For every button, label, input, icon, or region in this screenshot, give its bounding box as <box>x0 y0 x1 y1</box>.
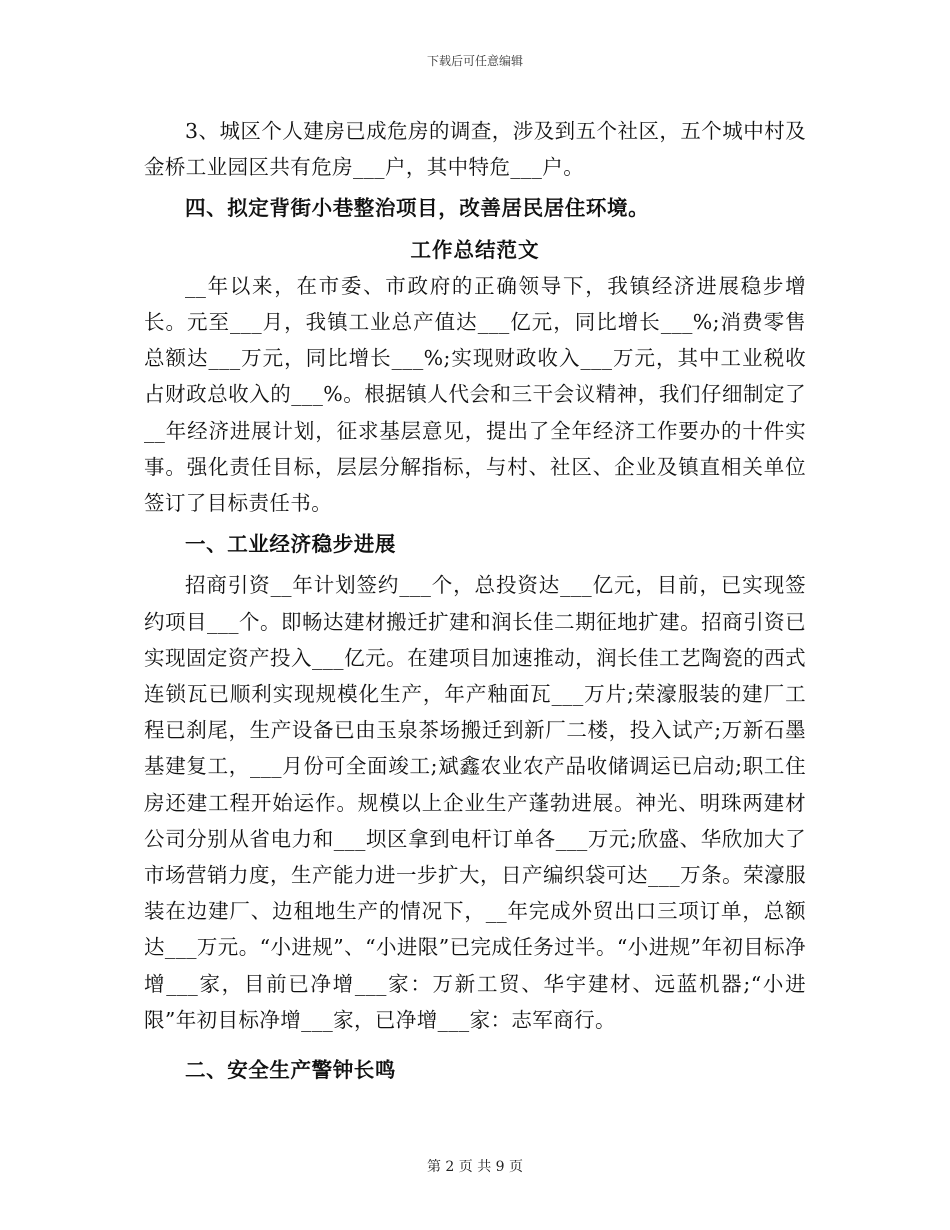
page-header: 下载后可任意编辑 <box>426 54 523 68</box>
paragraph-investment: 招商引资__年计划签约___个，总投资达___亿元，目前，已实现签约项目___个。即畅达建材搬迁扩建和润长佳二期征地扩建。招商引资已实现固定资产投入___亿元。在建项目加速推动，润长佳工艺陶瓷的西式连锁瓦已顺利实现规模化生产，年产釉面瓦___万片;荣濠服装的建厂工程已刹尾，生产设备已由玉泉茶场搬迁到新厂二楼，投入试产;万新石墨基建复工，___月份可全面竣工;斌鑫农业农产品收储调运已启动;职工住房还建工程开始运作。规模以上企业生产蓬勃进展。神光、明珠两建材公司分别从省电力和___坝区拿到电杆订单各___万元;欣盛、华欣加大了市场营销力度，生产能力进一步扩大，日产编织袋可达___万条。荣濠服装在边建厂、边租地生产的情况下，__年完成外贸出口三项订单，总额达___万元。“小进规”、“小进限”已完成任务过半。“小进规”年初目标净增___家，目前已净增___家：万新工贸、华宇建材、远蓝机器;“小进限”年初目标净增___家，已净增___家：志军商行。 <box>144 573 806 1032</box>
section-heading-safety: 二、安全生产警钟长鸣 <box>185 1058 396 1083</box>
paragraph-dangerous-housing: 3、城区个人建房已成危房的调查，涉及到五个社区，五个城中村及金桥工业园区共有危房___户，其中特危___户。 <box>144 119 806 180</box>
section-heading-industrial-economy: 一、工业经济稳步进展 <box>185 532 396 557</box>
page-number-footer: 第 2 页 共 9 页 <box>426 1159 524 1175</box>
document-title: 工作总结范文 <box>410 237 540 262</box>
section-heading-street-renovation: 四、拟定背街小巷整治项目，改善居民居住环境。 <box>185 196 650 221</box>
paragraph-summary-intro: __年以来，在市委、市政府的正确领导下，我镇经济进展稳步增长。元至___月，我镇工业总产值达___亿元，同比增长___%;消费零售总额达___万元，同比增长___%;实现财政收入___万元，其中工业税收占财政总收入的___%。根据镇人代会和三干会议精神，我们仔细制定了__年经济进展计划，征求基层意见，提出了全年经济工作要办的十件实事。强化责任目标，层层分解指标，与村、社区、企业及镇直相关单位签订了目标责任书。 <box>144 273 806 516</box>
document-body <box>144 113 806 1088</box>
